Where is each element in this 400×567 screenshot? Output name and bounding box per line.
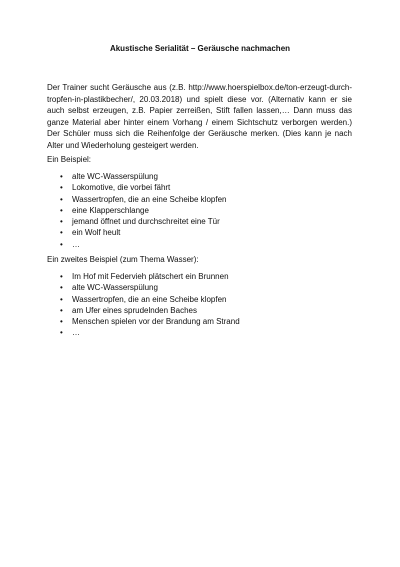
- document-title: Akustische Serialität – Geräusche nachmachen: [109, 44, 291, 53]
- list-item: [60, 239, 226, 250]
- list-item-text: alte WC-Wasserspülung: [72, 283, 158, 293]
- list-item: [60, 205, 226, 216]
- list-item: [60, 305, 240, 316]
- list-item-text: Lokomotive, die vorbei fährt: [72, 183, 171, 193]
- bullet-icon: •: [60, 217, 63, 227]
- list-item: [60, 294, 240, 305]
- example-1-list: [60, 171, 226, 250]
- list-item: [60, 182, 226, 193]
- list-item-text: Im Hof mit Federvieh plätschert ein Brunnen: [72, 272, 229, 281]
- list-item-text: alte WC-Wasserspülung: [72, 172, 158, 181]
- list-item-text: jemand öffnet und durchschreitet eine Tür: [72, 217, 220, 227]
- list-item: [60, 282, 240, 293]
- bullet-icon: •: [60, 317, 63, 327]
- bullet-icon: •: [60, 205, 63, 215]
- bullet-icon: •: [60, 172, 63, 181]
- list-item: [60, 327, 240, 338]
- bullet-icon: •: [60, 328, 63, 338]
- example-1-label: Ein Beispiel:: [47, 155, 92, 164]
- intro-paragraph: Der Trainer sucht Geräusche aus (z.B. http://www.hoerspielbox.de/ton-erzeugt-durch-tropfen-in-plastikbecher/, 20.03.2018) und spielt diese vor. (Alternativ kann er sie auch selbst erzeugen, z.B. Papier zerreißen, Stift fallen lassen,… Dann muss das ganze Material aber hinter einem Vorhang / einem Sichtschutz verborgen werden.) Der Schüler muss sich die Reihenfolge der Geräusche merken. (Dies kann je nach Alter und Wiederholung gesteigert werden.: [47, 83, 352, 150]
- bullet-icon: •: [60, 183, 63, 193]
- list-item-text: Wassertropfen, die an eine Scheibe klopfen: [72, 294, 227, 304]
- list-item: [60, 271, 240, 282]
- bullet-icon: •: [60, 239, 63, 249]
- bullet-icon: •: [60, 283, 63, 293]
- list-item-text: …: [72, 239, 80, 249]
- list-item-text: ein Wolf heult: [72, 228, 121, 238]
- list-item: [60, 194, 226, 205]
- bullet-icon: •: [60, 305, 63, 315]
- list-item-text: …: [72, 328, 80, 338]
- example-2-label: Ein zweites Beispiel (zum Thema Wasser):: [47, 255, 199, 264]
- bullet-icon: •: [60, 272, 63, 281]
- list-item: [60, 227, 226, 238]
- example-2-list: [60, 271, 240, 339]
- list-item-text: eine Klapperschlange: [72, 205, 149, 215]
- bullet-icon: •: [60, 294, 63, 304]
- list-item: [60, 316, 240, 327]
- list-item: [60, 171, 226, 182]
- list-item-text: am Ufer eines sprudelnden Baches: [72, 305, 197, 315]
- list-item-text: Wassertropfen, die an eine Scheibe klopfen: [72, 194, 227, 204]
- list-item: [60, 216, 226, 227]
- list-item-text: Menschen spielen vor der Brandung am Strand: [72, 317, 240, 327]
- bullet-icon: •: [60, 194, 63, 204]
- bullet-icon: •: [60, 228, 63, 238]
